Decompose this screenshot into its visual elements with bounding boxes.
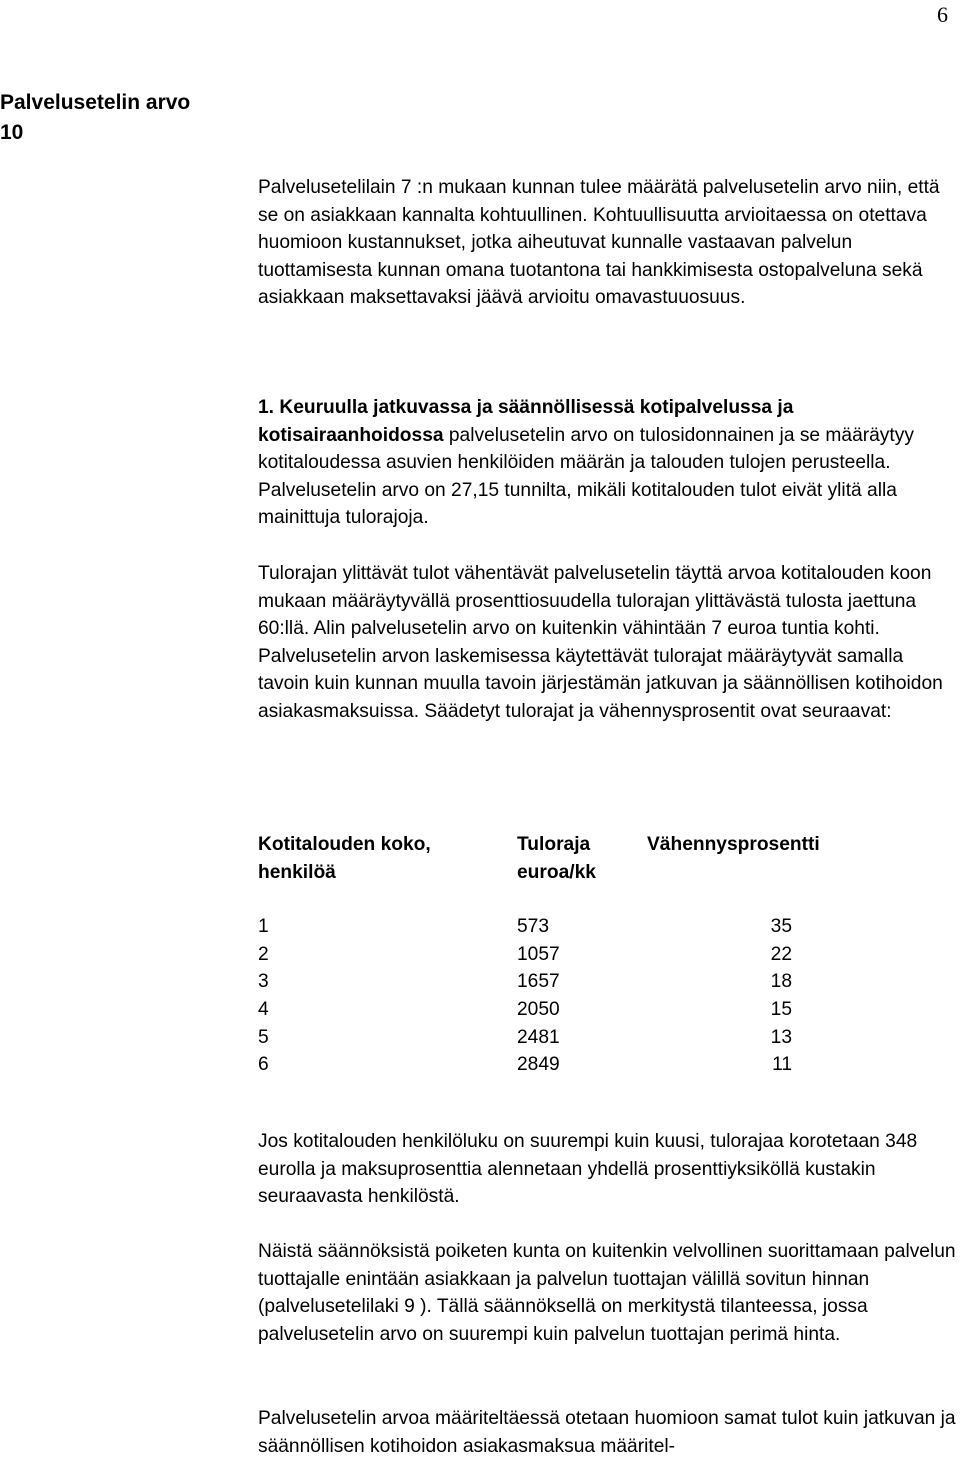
header-household-size-unit: henkilöä xyxy=(258,861,336,883)
table-header xyxy=(258,831,958,886)
cell-size: 6 xyxy=(258,1054,269,1076)
income-limit-table xyxy=(258,831,958,1079)
cell-limit: 1657 xyxy=(517,971,560,993)
cell-size: 2 xyxy=(258,943,269,965)
paragraph-income-definition: Palvelusetelin arvoa määriteltäessä otetaan huomioon samat tulot kuin jatkuvan ja säännöllisen kotihoidon asiakasmaksua määritel- xyxy=(258,1408,956,1457)
cell-percent: 15 xyxy=(770,998,792,1020)
header-income-limit: Tuloraja xyxy=(517,834,591,855)
page-number: 6 xyxy=(937,2,948,27)
table-row xyxy=(258,1024,958,1052)
cell-size: 3 xyxy=(258,971,269,993)
table-row xyxy=(258,913,958,941)
paragraph-exception: Näistä säännöksistä poiketen kunta on kuitenkin velvollinen suorittamaan palvelun tuottajalle enintään asiakkaan ja palvelun tuottajan välillä sovitun hinnan (palvelusetelilaki 9 ). Tällä säännöksellä on merkitystä tilanteessa, jossa palvelusetelin arvo on suurempi kuin palvelun tuottajan perimä hinta. xyxy=(258,1241,956,1345)
table-body xyxy=(258,913,958,1079)
heading-title: Palvelusetelin arvo xyxy=(0,91,191,114)
cell-limit: 2481 xyxy=(517,1026,560,1048)
paragraph-over-six: Jos kotitalouden henkilöluku on suurempi kuin kuusi, tulorajaa korotetaan 348 eurolla ja maksuprosenttia alennetaan yhdellä prosenttiyksiköllä kustakin seuraavasta henkilöstä. xyxy=(258,1131,918,1208)
table-row xyxy=(258,968,958,996)
cell-size: 1 xyxy=(258,916,269,938)
header-income-limit-unit: euroa/kk xyxy=(517,861,596,883)
header-reduction-percent: Vähennysprosentti xyxy=(647,834,820,855)
cell-limit: 2050 xyxy=(517,998,560,1020)
paragraph-income-limit: Tulorajan ylittävät tulot vähentävät palvelusetelin täyttä arvoa kotitalouden koon mukaan määräytyvällä prosenttiosuudella tulorajan ylittävästä tulosta jaettuna 60:llä. Alin palvelusetelin arvo on kuitenkin vähintään 7 euroa tuntia kohti. Palvelusetelin arvon laskemisessa käytettävät tulorajat määräytyvät samalla tavoin kuin kunnan muulla tavoin järjestämän jatkuvan ja säännöllisen kotihoidon asiakasmaksuissa. Säädetyt tulorajat ja vähennysprosentit ovat seuraavat: xyxy=(258,563,943,722)
paragraph-keuruu-rest: palvelusetelin arvo on tulosidonnainen ja se määräytyy kotitaloudessa asuvien henkilöiden määrän ja talouden tulojen perusteella. Palvelusetelin arvo on 27,15 tunnilta, mikäli kotitalouden tulot eivät ylitä alla mainittuja tulorajoja. xyxy=(258,424,914,529)
section-heading xyxy=(0,88,190,148)
paragraph-keuruu xyxy=(258,394,958,532)
cell-percent: 35 xyxy=(770,916,792,938)
cell-size: 5 xyxy=(258,1026,269,1048)
cell-size: 4 xyxy=(258,998,269,1020)
heading-section-number: 10 xyxy=(0,121,24,144)
header-household-size: Kotitalouden koko, xyxy=(258,834,431,855)
cell-percent: 22 xyxy=(770,943,792,965)
table-row xyxy=(258,1051,958,1079)
cell-percent: 18 xyxy=(770,971,792,993)
cell-limit: 2849 xyxy=(517,1054,560,1076)
table-row xyxy=(258,941,958,969)
cell-limit: 573 xyxy=(517,916,550,938)
cell-limit: 1057 xyxy=(517,943,560,965)
paragraph-keuruu-bold: 1. Keuruulla jatkuvassa ja säännöllisessä kotipalvelussa ja kotisairaanhoidossa xyxy=(258,397,794,446)
paragraph-intro: Palvelusetelilain 7 :n mukaan kunnan tulee määrätä palvelusetelin arvo niin, että se on asiakkaan kannalta kohtuullinen. Kohtuullisuutta arvioitaessa on otettava huomioon kustannukset, jotka aiheutuvat kunnalle vastaavan palvelun tuottamisesta kunnan omana tuotantona tai hankkimisesta ostopalveluna sekä asiakkaan maksettavaksi jäävä arvioitu omavastuuosuus. xyxy=(258,177,940,309)
table-row xyxy=(258,996,958,1024)
cell-percent: 11 xyxy=(772,1054,792,1076)
cell-percent: 13 xyxy=(770,1026,792,1048)
